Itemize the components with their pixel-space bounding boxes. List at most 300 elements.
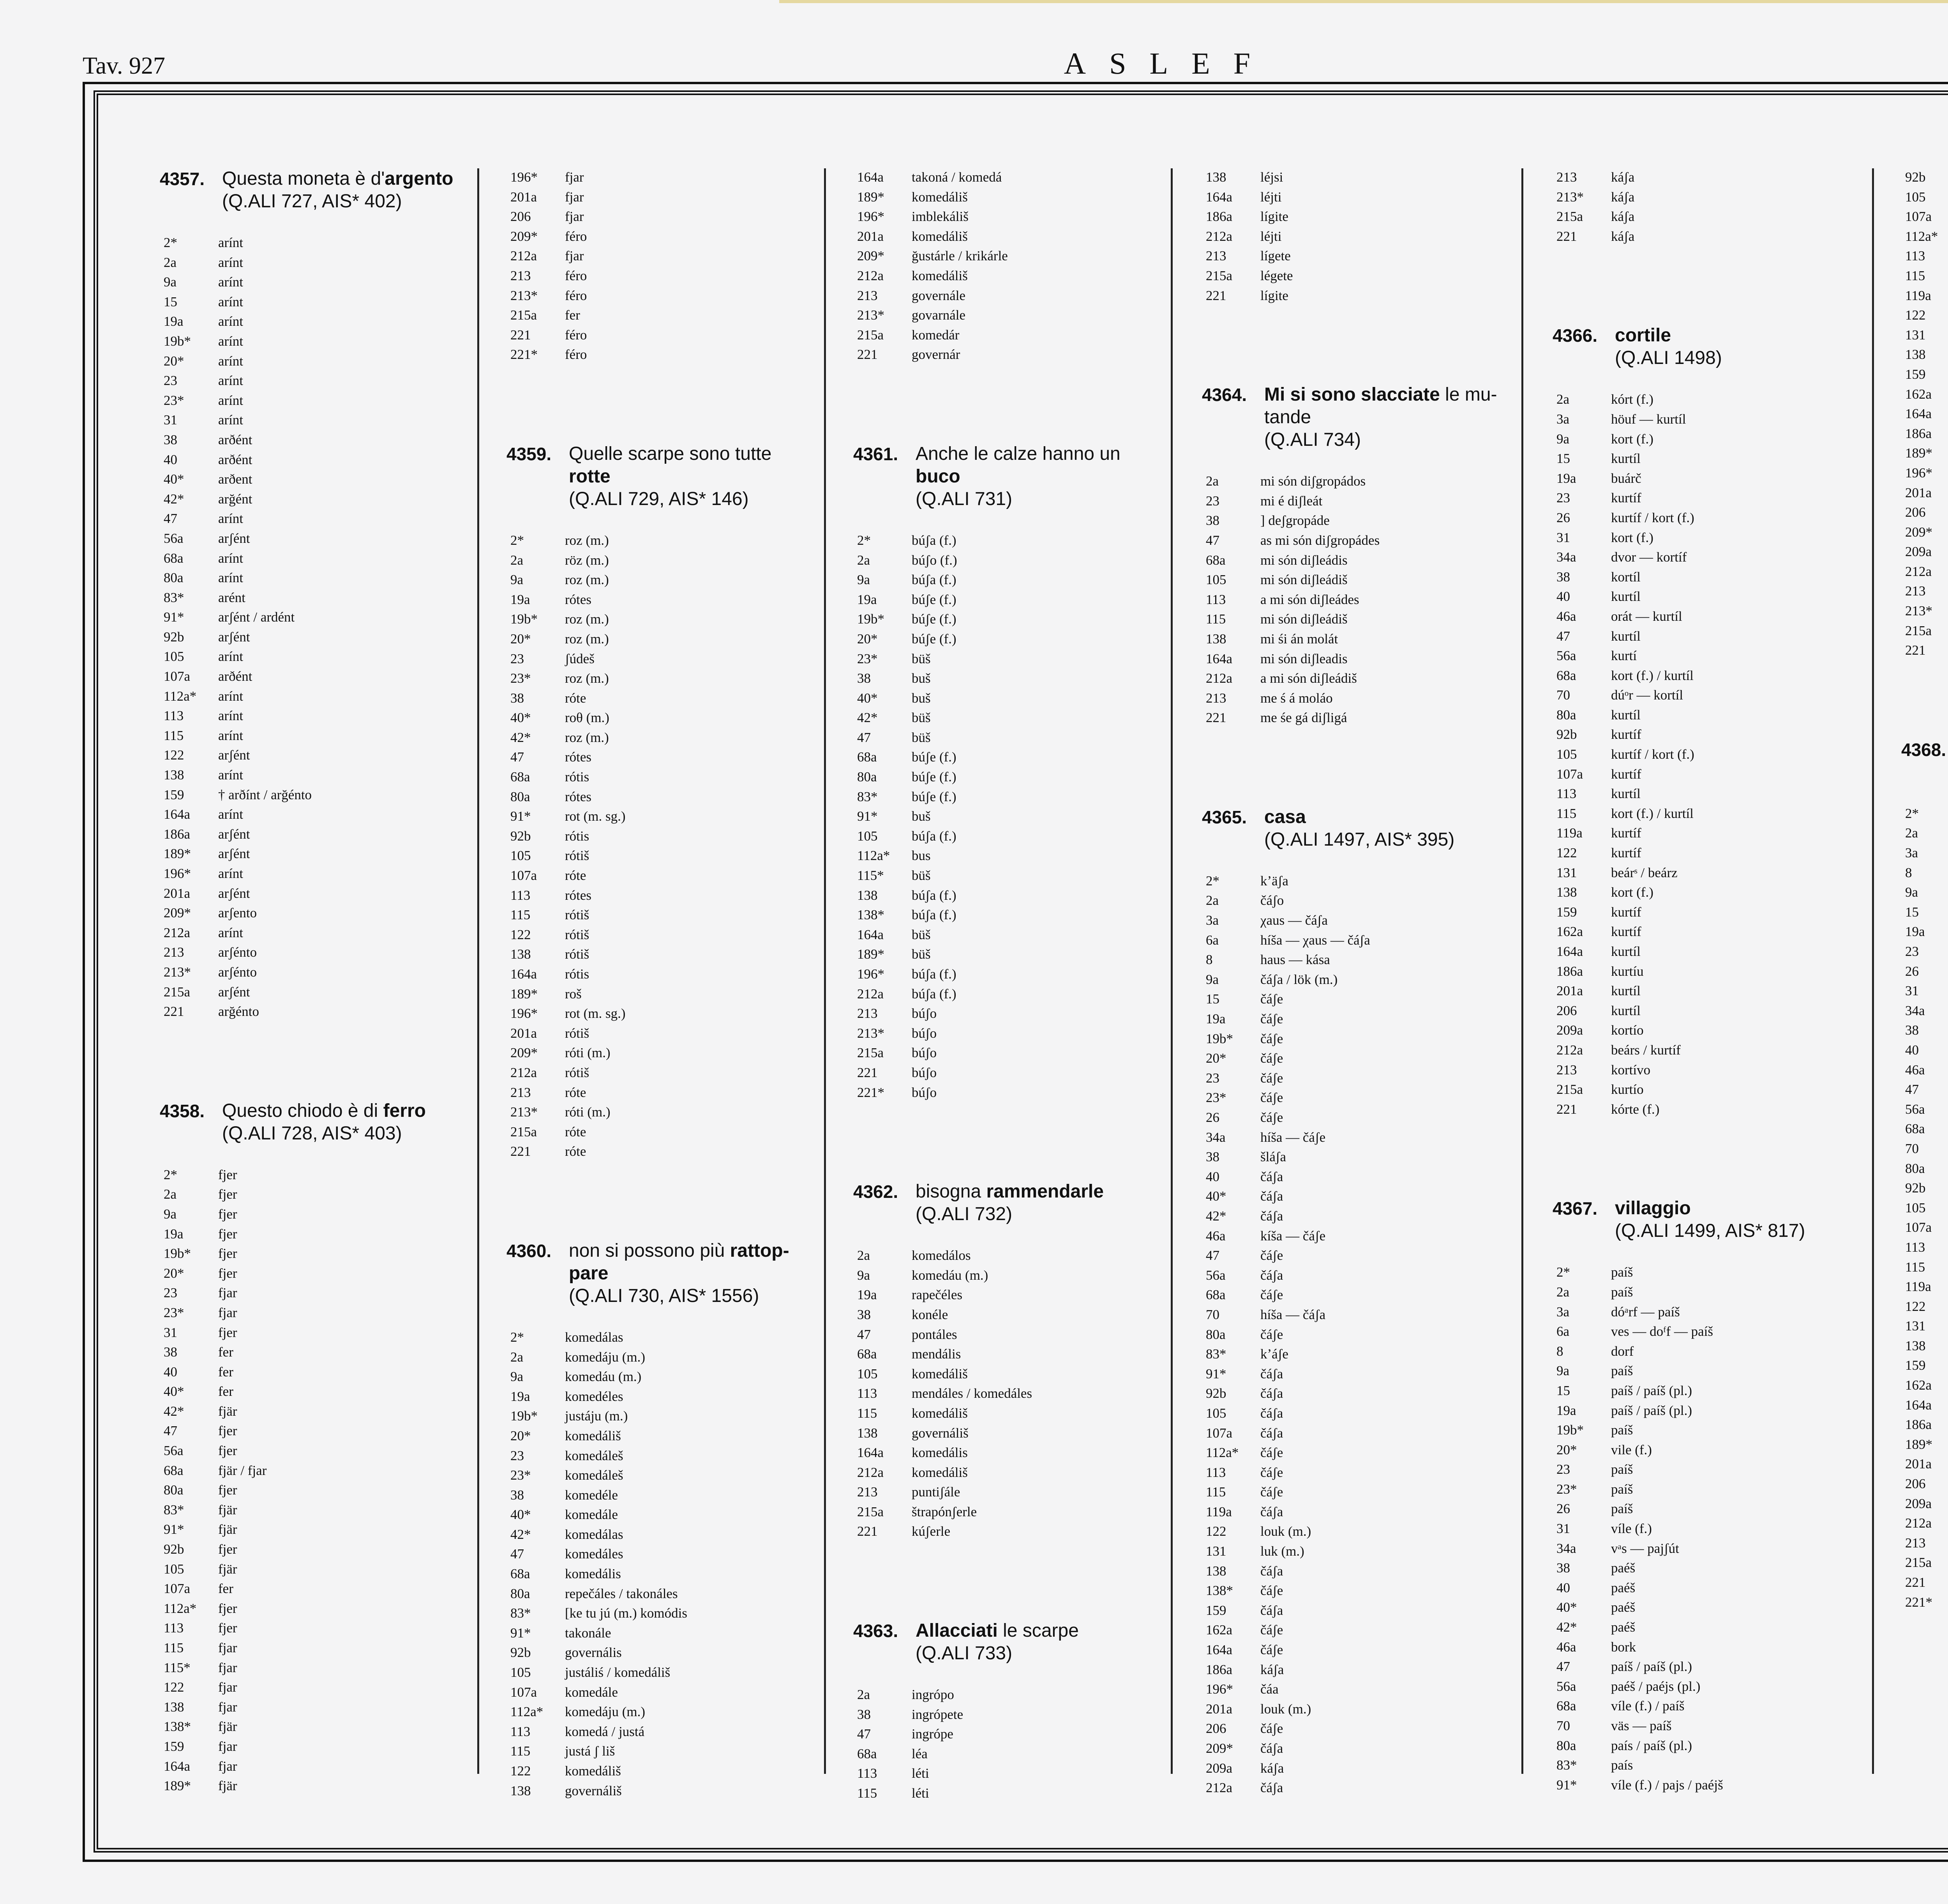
survey-point: 40* [1556, 1600, 1577, 1615]
survey-point: 105 [164, 1561, 184, 1577]
survey-point: 212a [1206, 1780, 1233, 1796]
entry-row [1202, 1581, 1514, 1601]
survey-point: 112a* [857, 848, 890, 864]
dialect-form: róte [565, 690, 586, 706]
survey-point: 112a* [1206, 1445, 1239, 1461]
dialect-form: paéš [1611, 1600, 1636, 1615]
entry-row [506, 1083, 818, 1103]
survey-point: 83* [164, 590, 184, 605]
entry-row [1901, 1454, 1948, 1474]
entry-row [1202, 266, 1514, 286]
dialect-form: komedális [912, 1445, 968, 1461]
survey-point: 2* [510, 1329, 524, 1345]
survey-point: 122 [1556, 845, 1577, 861]
survey-point: 9a [1556, 431, 1570, 447]
dialect-form: [ke tu jú (m.) komódis [565, 1606, 687, 1621]
survey-point: 105 [857, 1366, 878, 1381]
entry-row [506, 1328, 818, 1348]
survey-point: 162a [1905, 386, 1932, 402]
entry-row [1202, 1443, 1514, 1463]
entry-row [506, 246, 818, 266]
entry-row [853, 207, 1165, 227]
entry-row [506, 1525, 818, 1545]
entry-row [1901, 1021, 1948, 1040]
entry-row [1202, 1640, 1514, 1660]
entry-row [160, 982, 471, 1002]
dialect-form: arínt [218, 314, 244, 329]
dialect-form: híša — χaus — čáʃa [1260, 932, 1370, 948]
column-separator [824, 168, 826, 1774]
survey-point: 56a [164, 1443, 184, 1459]
survey-point: 2* [857, 532, 871, 548]
survey-point: 107a [164, 1581, 191, 1597]
dialect-form: fer [218, 1384, 233, 1399]
entry-list [1553, 390, 1864, 1119]
entry-row [506, 306, 818, 325]
entry-row [160, 667, 471, 687]
survey-point: 56a [1206, 1267, 1226, 1283]
entry-row [853, 1305, 1165, 1325]
entry-row [853, 1083, 1165, 1103]
survey-point: 23 [510, 651, 524, 666]
dialect-form: arínt [218, 333, 244, 349]
dialect-form: komedáju (m.) [565, 1349, 646, 1365]
dialect-form: país / paíš (pl.) [1611, 1738, 1692, 1753]
dialect-form: komedálas [565, 1329, 623, 1345]
entry-row [1202, 1699, 1514, 1719]
entry-row [1202, 246, 1514, 266]
entry-row [1553, 1539, 1864, 1559]
survey-point: 31 [164, 1325, 177, 1340]
entry-row [1202, 1542, 1514, 1561]
survey-point: 56a [1556, 648, 1576, 664]
dialect-form: fjer [218, 1600, 237, 1616]
question-number: 4363. [853, 1621, 898, 1641]
dialect-form: búʃa (f.) [912, 572, 956, 588]
question-source: (Q.ALI 1498) [1615, 348, 1722, 369]
survey-point: 9a [1905, 885, 1918, 900]
entry-row [853, 1443, 1165, 1463]
entry-row [1202, 1482, 1514, 1502]
survey-point: 107a [510, 868, 537, 883]
dialect-form: dóᵃrf — paíš [1611, 1304, 1680, 1319]
survey-point: 47 [1206, 1248, 1219, 1263]
entry-row [160, 884, 471, 904]
entry-row [853, 266, 1165, 286]
survey-point: 213 [510, 1084, 531, 1100]
survey-point: 20* [1556, 1442, 1577, 1457]
entry-row [1901, 424, 1948, 444]
entry-row [506, 728, 818, 748]
entry-row [853, 787, 1165, 807]
entry-row [1901, 385, 1948, 404]
dialect-form: paéš [1611, 1620, 1636, 1635]
dialect-form: rot (m. sg.) [565, 1006, 626, 1021]
survey-point: 221* [510, 347, 538, 362]
dialect-form: arʃénto [218, 964, 257, 980]
dialect-form: arínt [218, 274, 244, 290]
survey-point: 34a [1905, 1003, 1925, 1018]
entry-row [853, 1784, 1165, 1803]
dialect-form: čáʃa [1260, 1602, 1283, 1618]
entry-row [1202, 472, 1514, 491]
entry-row [1202, 1069, 1514, 1088]
dialect-form: roz (m.) [565, 611, 609, 627]
survey-point: 9a [857, 1267, 870, 1283]
survey-point: 80a [1905, 1160, 1925, 1176]
entry-row [506, 827, 818, 846]
entry-row [1202, 1187, 1514, 1206]
survey-point: 164a [857, 927, 884, 942]
entry-row [1553, 1401, 1864, 1421]
survey-point: 3a [1206, 913, 1219, 928]
survey-point: 47 [1905, 1082, 1919, 1097]
dialect-form: arínt [218, 294, 244, 309]
survey-point: 115 [1206, 611, 1226, 627]
survey-point: 138 [510, 1783, 531, 1798]
survey-point: 209* [164, 905, 191, 921]
survey-point: 40* [164, 1384, 184, 1399]
entry-row [1901, 863, 1948, 883]
entry-row [853, 1424, 1165, 1443]
entry-row [160, 1776, 471, 1796]
dialect-form: kort (f.) [1611, 885, 1653, 900]
dialect-form: kurtíl [1611, 707, 1641, 722]
dialect-form: búʃe (f.) [912, 631, 956, 646]
entry-row [853, 1266, 1165, 1286]
column-5 [1553, 168, 1864, 1795]
entry-row [506, 964, 818, 984]
entry-row [160, 450, 471, 470]
dialect-form: arínt [218, 412, 244, 428]
survey-point: 91* [857, 809, 878, 824]
survey-point: 38 [1905, 1023, 1919, 1038]
dialect-form: rótes [565, 592, 592, 607]
dialect-form: čáʃa [1260, 1267, 1283, 1283]
survey-point: 2* [1556, 1265, 1570, 1280]
survey-point: 38 [1556, 569, 1570, 585]
survey-point: 107a [1206, 1425, 1233, 1441]
entry-row [506, 1584, 818, 1604]
entry-row [506, 551, 818, 570]
survey-point: 80a [164, 570, 184, 586]
survey-point: 23* [510, 671, 531, 686]
survey-point: 40 [1556, 1580, 1570, 1595]
dialect-form: país [1611, 1757, 1633, 1773]
entry-row [1202, 1128, 1514, 1148]
entry-row [1202, 168, 1514, 187]
dialect-form: kórte (f.) [1611, 1101, 1660, 1117]
survey-point: 221 [164, 1004, 184, 1019]
survey-point: 38 [1556, 1560, 1570, 1576]
entry-row [1553, 528, 1864, 548]
survey-point: 221 [1905, 1575, 1926, 1590]
dialect-form: fer [218, 1344, 233, 1360]
entry-list [1553, 168, 1864, 246]
survey-point: 38 [1206, 1149, 1219, 1165]
section-gap [1202, 728, 1514, 806]
entry-row [506, 1544, 818, 1564]
survey-point: 115 [164, 728, 184, 743]
entry-row [1553, 666, 1864, 686]
entry-row [1202, 1226, 1514, 1246]
survey-point: 215a [857, 1504, 884, 1519]
survey-point: 68a [510, 769, 530, 785]
survey-point: 164a [1206, 651, 1233, 666]
survey-point: 122 [164, 747, 184, 763]
survey-point: 131 [1206, 1544, 1226, 1559]
survey-point: 186a [1556, 963, 1583, 979]
survey-point: 113 [1206, 1464, 1226, 1480]
dialect-form: arʃént / ardént [218, 609, 295, 625]
survey-point: 107a [164, 669, 191, 684]
dialect-form: róte [565, 868, 586, 883]
dialect-form: kurtíf / kort (f.) [1611, 510, 1694, 525]
dialect-form: káʃa [1611, 170, 1635, 185]
survey-point: 105 [164, 649, 184, 664]
dialect-form: búʃe (f.) [912, 611, 956, 627]
survey-point: 212a [1206, 228, 1233, 244]
entry-row [160, 1224, 471, 1244]
survey-point: 189* [857, 189, 884, 205]
dialect-form: roz (m.) [565, 631, 609, 646]
entry-row [160, 1165, 471, 1185]
dialect-form: arʃént [218, 846, 250, 862]
dialect-form: arʃént [218, 530, 250, 546]
survey-point: 213* [510, 1104, 538, 1120]
survey-point: 23 [1206, 493, 1219, 509]
dialect-form: búʃa (f.) [912, 532, 956, 548]
dialect-form: rótiš [565, 1065, 589, 1080]
survey-point: 20* [510, 1428, 531, 1443]
survey-point: 92b [1556, 727, 1577, 742]
entry-row [160, 608, 471, 627]
survey-point: 56a [164, 530, 184, 546]
dialect-form: fjär [218, 1502, 237, 1517]
dialect-form: léjti [1260, 228, 1282, 244]
entry-row [506, 787, 818, 807]
survey-point: 19a [1206, 1011, 1226, 1027]
dialect-form: mi són diʃleádiš [1260, 572, 1348, 588]
section-gap [506, 1162, 818, 1240]
dialect-form: róte [565, 1084, 586, 1100]
survey-point: 2a [510, 1349, 524, 1365]
entry-row [1202, 1246, 1514, 1266]
dialect-form: kurtíl [1611, 589, 1641, 604]
dialect-form: rótis [565, 828, 589, 844]
dialect-form: kortívo [1611, 1062, 1651, 1077]
survey-point: 115 [857, 1405, 877, 1421]
dialect-form: mi śi án molát [1260, 631, 1338, 646]
entry-row [853, 1463, 1165, 1483]
entry-row [160, 1638, 471, 1658]
survey-point: 162a [1556, 924, 1583, 940]
survey-point: 122 [164, 1680, 184, 1695]
entry-row [1553, 1696, 1864, 1716]
entry-row [1553, 1499, 1864, 1519]
dialect-form: ingrópe [912, 1726, 953, 1742]
entry-row [506, 1043, 818, 1063]
entry-row [160, 1618, 471, 1638]
entry-row [506, 767, 818, 787]
dialect-form: arínt [218, 688, 244, 704]
dialect-form: víle (f.) / paíš [1611, 1698, 1685, 1714]
dialect-form: buš [912, 671, 931, 686]
entry-row [853, 345, 1165, 365]
dialect-form: paíš [1611, 1265, 1633, 1280]
dialect-form: rot (m. sg.) [565, 809, 626, 824]
entry-row [1202, 1404, 1514, 1424]
entry-list [1553, 1263, 1864, 1795]
dialect-form: roz (m.) [565, 532, 609, 548]
entry-row [506, 609, 818, 629]
entry-row [506, 984, 818, 1004]
survey-point: 47 [1556, 1659, 1570, 1674]
question-header [160, 168, 471, 213]
survey-point: 40* [164, 472, 184, 487]
entry-row [853, 1384, 1165, 1404]
dialect-form: kurtíl [1611, 451, 1641, 466]
entry-row [1202, 570, 1514, 590]
entry-row [160, 745, 471, 765]
entry-row [1553, 843, 1864, 863]
survey-point: 92b [164, 629, 184, 645]
entry-row [1202, 1620, 1514, 1640]
survey-point: 19a [1556, 470, 1576, 486]
dialect-form: arðent [218, 472, 252, 487]
survey-point: 91* [1206, 1366, 1226, 1381]
dialect-form: rapečéles [912, 1287, 963, 1303]
survey-point: 8 [1556, 1343, 1563, 1359]
survey-point: 23* [1206, 1090, 1226, 1106]
question-number: 4367. [1553, 1198, 1598, 1219]
entry-row [160, 805, 471, 825]
survey-point: 68a [857, 749, 877, 765]
entry-row [506, 807, 818, 827]
entry-row [1553, 1716, 1864, 1736]
question-source: (Q.ALI 732) [916, 1204, 1013, 1225]
entry-row [853, 1063, 1165, 1083]
entry-row [506, 1406, 818, 1426]
entry-row [1553, 745, 1864, 765]
survey-point: 2a [164, 254, 177, 270]
entry-row [506, 905, 818, 925]
dialect-form: komedáliš [912, 1405, 968, 1421]
dialect-form: fjer [218, 1246, 237, 1261]
dialect-form: róte [565, 1144, 586, 1159]
entry-row [1202, 227, 1514, 247]
entry-row [160, 1461, 471, 1481]
survey-point: 189* [857, 947, 884, 962]
dialect-form: búʃe (f.) [912, 592, 956, 607]
entry-row [1202, 1088, 1514, 1108]
question-header [1202, 383, 1514, 451]
entry-row [506, 1663, 818, 1683]
entry-row [160, 588, 471, 608]
entry-row [1202, 1660, 1514, 1680]
dialect-form: roz (m.) [565, 572, 609, 588]
survey-point: 68a [1556, 668, 1576, 683]
survey-point: 8 [1905, 865, 1912, 880]
survey-point: 46a [1206, 1228, 1226, 1243]
entry-row [1901, 365, 1948, 385]
survey-point: 189* [510, 986, 538, 1001]
entry-row [160, 627, 471, 647]
survey-point: 112a* [164, 1600, 197, 1616]
survey-point: 83* [1206, 1346, 1226, 1362]
entry-row [1553, 1480, 1864, 1500]
survey-point: 138* [164, 1719, 191, 1734]
dialect-form: kort (f.) / kurtíl [1611, 805, 1694, 821]
entry-row [853, 1482, 1165, 1502]
survey-point: 115 [1206, 1484, 1226, 1500]
dialect-form: komedéle [565, 1487, 618, 1503]
entry-row [853, 1043, 1165, 1063]
survey-point: 201a [1905, 1456, 1932, 1472]
dialect-form: kórt (f.) [1611, 392, 1653, 407]
dialect-form: mi són diʃleádis [1260, 552, 1348, 568]
dialect-form: mi són diʃleadis [1260, 651, 1348, 666]
entry-row [160, 1264, 471, 1284]
survey-point: 186a [1206, 1662, 1233, 1677]
survey-point: 92b [510, 828, 531, 844]
survey-point: 186a [1905, 1417, 1932, 1432]
entry-row [1553, 1677, 1864, 1697]
dialect-form: komedáliš [565, 1763, 621, 1779]
survey-point: 3a [1556, 1304, 1570, 1319]
entry-row [853, 325, 1165, 345]
dialect-form: büš [912, 729, 931, 745]
entry-row [853, 905, 1165, 925]
survey-point: 38 [164, 432, 177, 447]
dialect-form: fjer [218, 1423, 237, 1439]
dialect-form: kortío [1611, 1023, 1644, 1038]
entry-list [853, 1246, 1165, 1542]
entry-row [853, 551, 1165, 570]
dialect-form: dvor — kortíf [1611, 549, 1687, 565]
entry-row [1553, 1440, 1864, 1460]
survey-point: 19b* [1556, 1422, 1584, 1438]
dialect-form: kurtíf [1611, 825, 1641, 841]
survey-point: 215a [857, 1045, 884, 1061]
entry-row [1901, 1040, 1948, 1060]
entry-row [853, 609, 1165, 629]
dialect-form: čáʃe [1260, 1070, 1283, 1086]
question-number: 4366. [1553, 325, 1598, 346]
dialect-form: léjti [1260, 189, 1282, 205]
entry-row [853, 649, 1165, 669]
entry-list [1901, 804, 1948, 1612]
entry-row [1901, 1060, 1948, 1080]
entry-row [160, 233, 471, 253]
survey-point: 23 [1556, 490, 1570, 506]
survey-point: 164a [164, 1758, 191, 1774]
question-keyword: Mi si sono slacciate [1264, 384, 1440, 405]
entry-row [1553, 1322, 1864, 1342]
survey-point: 213 [1206, 690, 1226, 706]
entry-row [506, 590, 818, 610]
survey-point: 213 [857, 288, 878, 303]
survey-point: 38 [164, 1344, 177, 1360]
survey-point: 31 [1556, 1521, 1570, 1537]
dialect-form: mi són diʃleádiš [1260, 611, 1348, 627]
survey-point: 221 [857, 1524, 878, 1539]
survey-point: 164a [1556, 944, 1583, 959]
dialect-form: arʃént [218, 826, 250, 842]
dialect-form: búʃe (f.) [912, 769, 956, 785]
entry-row [1901, 823, 1948, 843]
entry-row [1901, 1080, 1948, 1100]
